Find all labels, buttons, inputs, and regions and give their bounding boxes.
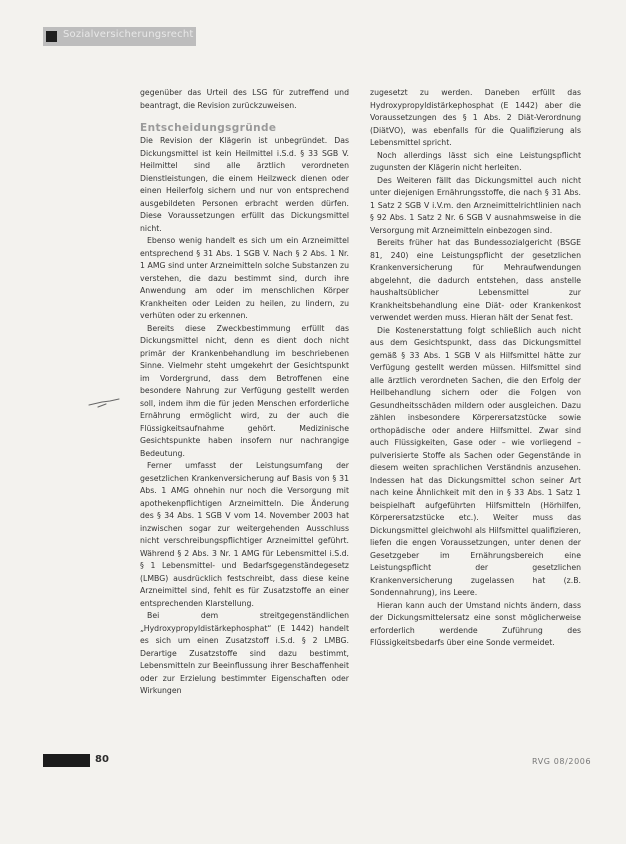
paragraph: Bereits früher hat das Bundessozialgericht (BSGE 81, 240) eine Leistungspflicht der gesetzlichen Krankenversicherung für Mehraufwendungen abgelehnt, die dadurch entstehen, dass anstelle haushaltsüblicher Lebensmittel zur Krankheitsbehandlung eine Diät- oder Krankenkost verwendet werden muss. Hieran hält der Senat fest.: [370, 238, 581, 322]
paragraph: zugesetzt zu werden. Daneben erfüllt das Hydroxypropyldistärkephosphat (E 1442) aber die Voraussetzungen des § 1 Abs. 2 Diät-Verordnung (DiätVO), was ebenfalls für die Qualifizierung als Lebensmittel spricht.: [370, 88, 581, 147]
page-number: 80: [95, 754, 109, 765]
section-header: [43, 27, 196, 46]
pen-mark-icon: [88, 396, 122, 410]
section-square-icon: [46, 31, 57, 42]
intro-paragraph: gegenüber das Urteil des LSG für zutreffend und beantragt, die Revision zurückzuweisen.: [140, 88, 349, 110]
paragraph: Noch allerdings lässt sich eine Leistungspflicht zugunsten der Klägerin nicht herleiten.: [370, 150, 581, 172]
left-column: [140, 87, 349, 698]
paragraph: Des Weiteren fällt das Dickungsmittel auch nicht unter diejenigen Ernährungsstoffe, die nach § 31 Abs. 1 Satz 2 SGB V i.V.m. den Arzneimittelrichtlinien nach § 92 Abs. 1 Satz 2 Nr. 6 SGB V ausnahmsweise in die Versorgung mit Arzneimitteln einbezogen sind.: [370, 175, 581, 235]
paragraph: Die Revision der Klägerin ist unbegründet. Das Dickungsmittel ist kein Heilmittel i.S.d. § 33 SGB V. Heilmittel sind alle ärztlich verordneten Dienstleistungen, die einem Heilzweck dienen oder einen Heilerfolg sichern und nur von entsprechend ausgebildeten Personen erbracht werden dürfen. Diese Voraussetzungen erfüllt das Dickungsmittel nicht.: [140, 136, 349, 233]
paragraph: Bei dem streitgegenständlichen „Hydroxypropyldistärkephosphat“ (E 1442) handelt es sich um einen Zusatzstoff i.S.d. § 2 LMBG. Derartige Zusatzstoffe sind dazu bestimmt, Lebensmitteln zur Beeinflussung ihrer Beschaffenheit oder zur Erzielung bestimmter Eigenschaften oder Wirkungen: [140, 611, 349, 695]
section-heading: Entscheidungsgründe: [140, 122, 277, 134]
right-column: [370, 87, 581, 650]
paragraph: Ferner umfasst der Leistungsumfang der gesetzlichen Krankenversicherung auf Basis von § 31 Abs. 1 AMG ohnehin nur noch die Versorgung mit apothekenpflichtigen Arzneimitteln. Die Änderung des § 34 Abs. 1 SGB V vom 14. November 2003 hat inzwischen sogar zur weitergehenden Ausschluss nicht verschreibungspflichtiger Arzneimittel geführt. Während § 2 Abs. 3 Nr. 1 AMG für Lebensmittel i.S.d. § 1 Lebensmittel- und Bedarfsgegenständegesetz (LMBG) ausdrücklich festschreibt, dass diese keine Arzneimittel sind, fehlt es für Zusatzstoffe an einer entsprechenden Klarstellung.: [140, 461, 349, 608]
paragraph: Hieran kann auch der Umstand nichts ändern, dass der Dickungsmittelersatz eine sonst möglicherweise erforderlich werdende Zuführung des Flüssigkeitsbedarfs über eine Sonde vermeidet.: [370, 600, 581, 647]
issue-label: RVG 08/2006: [532, 757, 592, 766]
paragraph: Ebenso wenig handelt es sich um ein Arzneimittel entsprechend § 31 Abs. 1 SGB V. Nach § 2 Abs. 1 Nr. 1 AMG sind unter Arzneimitteln solche Substanzen zu verstehen, die dazu bestimmt sind, durch ihre Anwendung am oder im menschlichen Körper Krankheiten oder Leiden zu heilen, zu lindern, zu verhüten oder zu erkennen.: [140, 236, 349, 320]
paragraph: Bereits diese Zweckbestimmung erfüllt das Dickungsmittel nicht, denn es dient doch nicht primär der Krankenbehandlung im beschriebenen Sinne. Vielmehr steht umgekehrt der Gesichtspunkt im Vordergrund, dass dem Betroffenen eine besondere Nahrung zur Verfügung gestellt werden soll, indem ihm die für jeden Menschen erforderliche Ernährung ermöglicht wird, zu der auch die Flüssigkeitsaufnahme gehört. Medizinische Gesichtspunkte haben insofern nur nachrangige Bedeutung.: [140, 323, 349, 458]
paragraph: Die Kostenerstattung folgt schließlich auch nicht aus dem Gesichtspunkt, dass das Dickungsmittel gemäß § 33 Abs. 1 SGB V als Hilfsmittel hätte zur Verfügung gestellt werden müssen. Hilfsmittel sind alle ärztlich verordneten Sachen, die den Erfolg der Heilbehandlung sichern oder die Folgen von Gesundheitsschäden mildern oder ausgleichen. Dazu zählen insbesondere Körperersatzstücke sowie orthopädische oder andere Hilfsmittel. Zwar sind auch Flüssigkeiten, Gase oder – wie vorliegend – pulverisierte Stoffe als Sachen oder Gegenstände in diesem weiten sprachlichen Verständnis anzusehen. Indessen hat das Dickungsmittel schon seiner Art nach keine Ähnlichkeit mit den in § 33 Abs. 1 Satz 1 beispielhaft aufgeführten Hilfsmitteln (Hörhilfen, Körperersatzstücke etc.). Weiter muss das Dickungsmittel gleichwohl als Hilfsmittel qualifizieren, liefen die engen Voraussetzungen, unter denen der Gesetzgeber im Ernährungsbereich eine Leistungspflicht der gesetzlichen Krankenversicherung zugelassen hat (z.B. Sondennahrung), ins Leere.: [370, 325, 581, 597]
section-label: Sozialversicherungsrecht: [63, 29, 194, 40]
footer-bar: [43, 754, 90, 767]
